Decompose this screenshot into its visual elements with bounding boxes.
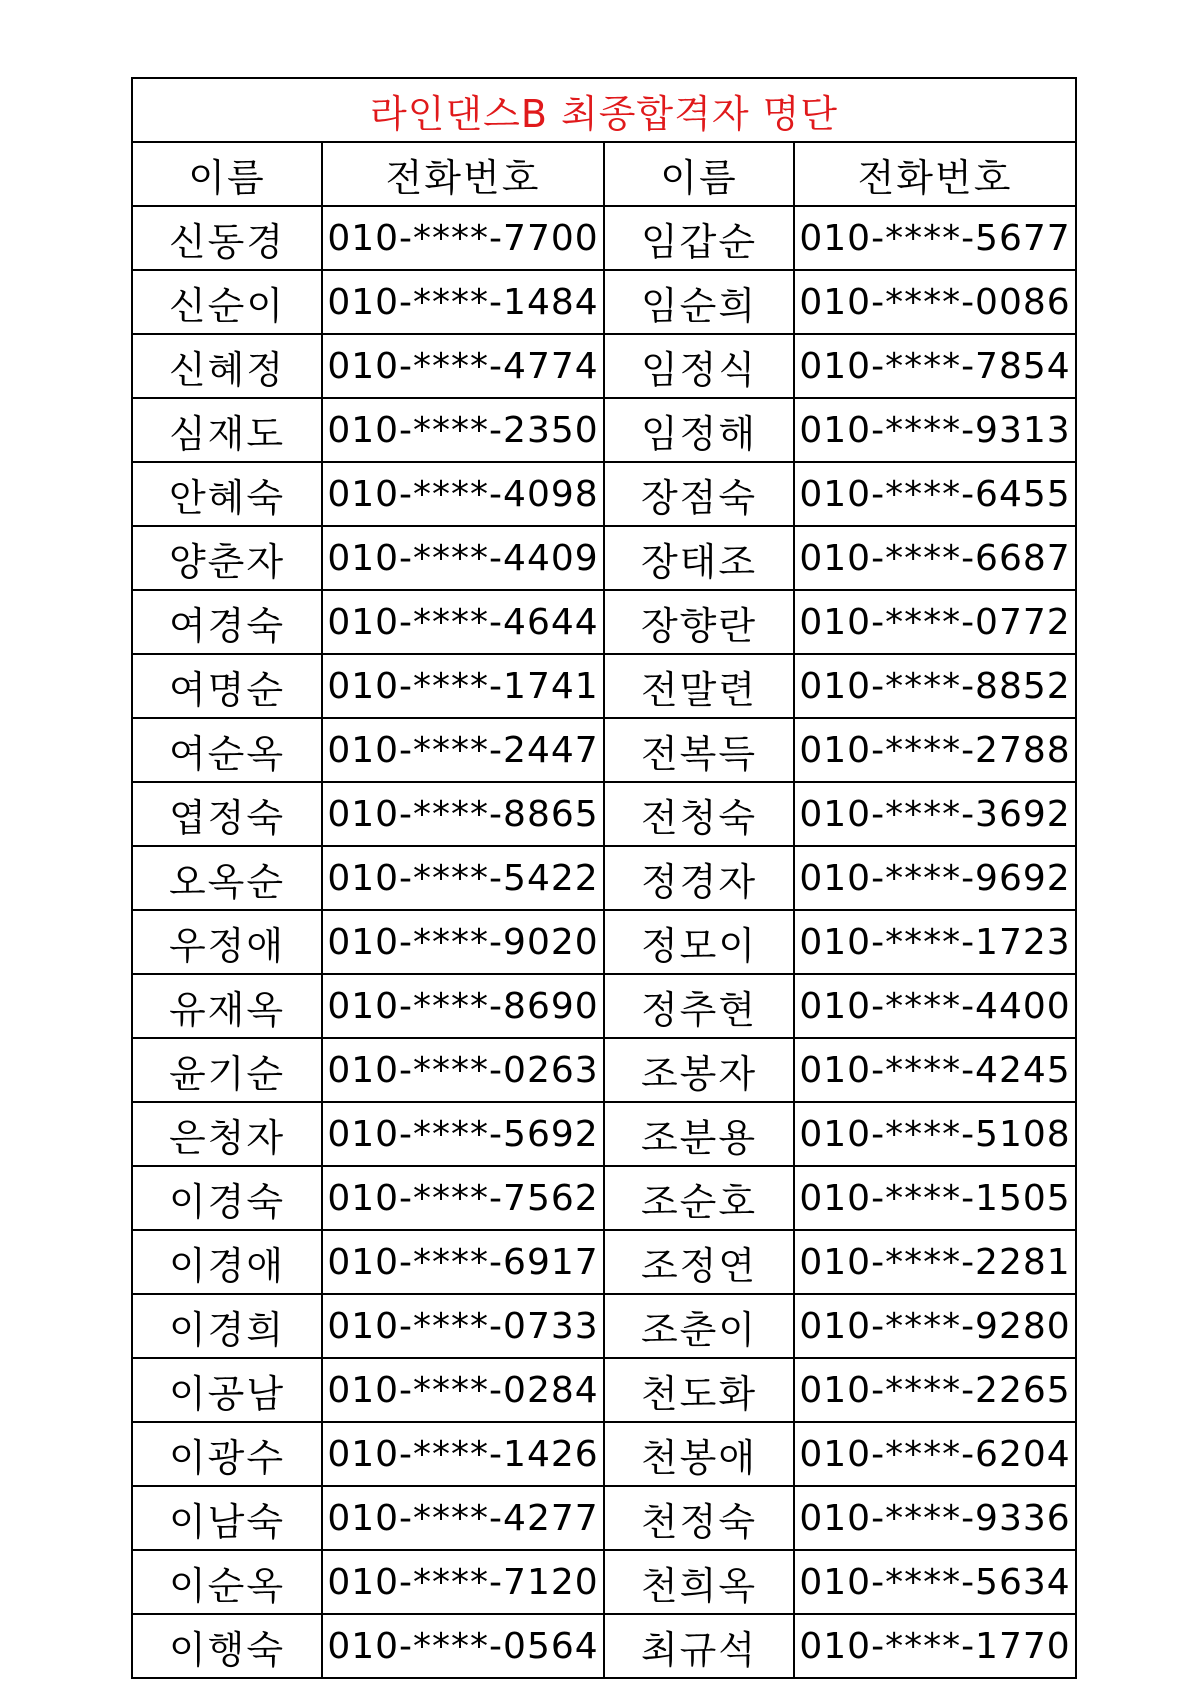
table-row	[132, 1614, 1076, 1678]
name-cell: 임정해	[604, 398, 794, 462]
phone-cell: 010-****-0772	[794, 590, 1076, 654]
name-cell: 신순이	[132, 270, 322, 334]
name-cell: 전청숙	[604, 782, 794, 846]
name-cell: 정모이	[604, 910, 794, 974]
name-cell: 이공남	[132, 1358, 322, 1422]
table-row	[132, 654, 1076, 718]
phone-cell: 010-****-1723	[794, 910, 1076, 974]
table-row	[132, 1550, 1076, 1614]
table-row	[132, 846, 1076, 910]
phone-cell: 010-****-0263	[322, 1038, 604, 1102]
phone-cell: 010-****-7562	[322, 1166, 604, 1230]
phone-cell: 010-****-7854	[794, 334, 1076, 398]
phone-cell: 010-****-0564	[322, 1614, 604, 1678]
phone-cell: 010-****-0284	[322, 1358, 604, 1422]
table-row	[132, 590, 1076, 654]
phone-cell: 010-****-1770	[794, 1614, 1076, 1678]
table-row	[132, 1294, 1076, 1358]
header-name-1: 이름	[132, 142, 322, 206]
phone-cell: 010-****-2265	[794, 1358, 1076, 1422]
header-name-2: 이름	[604, 142, 794, 206]
table-row	[132, 526, 1076, 590]
phone-cell: 010-****-9313	[794, 398, 1076, 462]
name-cell: 신동경	[132, 206, 322, 270]
table-row	[132, 398, 1076, 462]
name-cell: 전복득	[604, 718, 794, 782]
name-cell: 오옥순	[132, 846, 322, 910]
table-row	[132, 270, 1076, 334]
name-cell: 안혜숙	[132, 462, 322, 526]
phone-cell: 010-****-2281	[794, 1230, 1076, 1294]
name-cell: 천희옥	[604, 1550, 794, 1614]
phone-cell: 010-****-5634	[794, 1550, 1076, 1614]
name-cell: 이경숙	[132, 1166, 322, 1230]
phone-cell: 010-****-5692	[322, 1102, 604, 1166]
name-cell: 조분용	[604, 1102, 794, 1166]
phone-cell: 010-****-2447	[322, 718, 604, 782]
name-cell: 장향란	[604, 590, 794, 654]
phone-cell: 010-****-7700	[322, 206, 604, 270]
name-cell: 엽정숙	[132, 782, 322, 846]
name-cell: 이행숙	[132, 1614, 322, 1678]
table-row	[132, 462, 1076, 526]
phone-cell: 010-****-5108	[794, 1102, 1076, 1166]
phone-cell: 010-****-9692	[794, 846, 1076, 910]
phone-cell: 010-****-4400	[794, 974, 1076, 1038]
name-cell: 양춘자	[132, 526, 322, 590]
name-cell: 장점숙	[604, 462, 794, 526]
name-cell: 이광수	[132, 1422, 322, 1486]
name-cell: 우정애	[132, 910, 322, 974]
phone-cell: 010-****-6204	[794, 1422, 1076, 1486]
name-cell: 심재도	[132, 398, 322, 462]
name-cell: 임갑순	[604, 206, 794, 270]
name-cell: 최규석	[604, 1614, 794, 1678]
header-phone-2: 전화번호	[794, 142, 1076, 206]
table-row	[132, 782, 1076, 846]
roster-body	[132, 206, 1076, 1678]
phone-cell: 010-****-6455	[794, 462, 1076, 526]
phone-cell: 010-****-8852	[794, 654, 1076, 718]
phone-cell: 010-****-1505	[794, 1166, 1076, 1230]
phone-cell: 010-****-4774	[322, 334, 604, 398]
phone-cell: 010-****-2788	[794, 718, 1076, 782]
roster-table	[131, 77, 1077, 1679]
table-row	[132, 718, 1076, 782]
table-row	[132, 1166, 1076, 1230]
phone-cell: 010-****-0733	[322, 1294, 604, 1358]
table-row	[132, 1230, 1076, 1294]
phone-cell: 010-****-7120	[322, 1550, 604, 1614]
name-cell: 이경희	[132, 1294, 322, 1358]
name-cell: 신혜정	[132, 334, 322, 398]
phone-cell: 010-****-9020	[322, 910, 604, 974]
phone-cell: 010-****-1484	[322, 270, 604, 334]
table-row	[132, 1102, 1076, 1166]
phone-cell: 010-****-4277	[322, 1486, 604, 1550]
name-cell: 조정연	[604, 1230, 794, 1294]
table-row	[132, 1358, 1076, 1422]
name-cell: 이경애	[132, 1230, 322, 1294]
phone-cell: 010-****-4644	[322, 590, 604, 654]
name-cell: 여순옥	[132, 718, 322, 782]
phone-cell: 010-****-4098	[322, 462, 604, 526]
phone-cell: 010-****-5422	[322, 846, 604, 910]
phone-cell: 010-****-6687	[794, 526, 1076, 590]
phone-cell: 010-****-1741	[322, 654, 604, 718]
phone-cell: 010-****-3692	[794, 782, 1076, 846]
phone-cell: 010-****-9280	[794, 1294, 1076, 1358]
name-cell: 임순희	[604, 270, 794, 334]
name-cell: 조순호	[604, 1166, 794, 1230]
table-row	[132, 1038, 1076, 1102]
name-cell: 천도화	[604, 1358, 794, 1422]
name-cell: 정경자	[604, 846, 794, 910]
phone-cell: 010-****-1426	[322, 1422, 604, 1486]
name-cell: 정추현	[604, 974, 794, 1038]
name-cell: 여명순	[132, 654, 322, 718]
phone-cell: 010-****-6917	[322, 1230, 604, 1294]
name-cell: 천봉애	[604, 1422, 794, 1486]
phone-cell: 010-****-5677	[794, 206, 1076, 270]
table-row	[132, 206, 1076, 270]
table-row	[132, 974, 1076, 1038]
table-row	[132, 1422, 1076, 1486]
phone-cell: 010-****-4245	[794, 1038, 1076, 1102]
roster-sheet	[131, 77, 1075, 1679]
document-title: 라인댄스B 최종합격자 명단	[132, 78, 1076, 142]
name-cell: 윤기순	[132, 1038, 322, 1102]
phone-cell: 010-****-2350	[322, 398, 604, 462]
name-cell: 전말련	[604, 654, 794, 718]
name-cell: 장태조	[604, 526, 794, 590]
name-cell: 은청자	[132, 1102, 322, 1166]
phone-cell: 010-****-4409	[322, 526, 604, 590]
table-row	[132, 334, 1076, 398]
table-row	[132, 1486, 1076, 1550]
table-row	[132, 910, 1076, 974]
header-phone-1: 전화번호	[322, 142, 604, 206]
name-cell: 이순옥	[132, 1550, 322, 1614]
phone-cell: 010-****-8690	[322, 974, 604, 1038]
name-cell: 조춘이	[604, 1294, 794, 1358]
title-row	[132, 78, 1076, 142]
phone-cell: 010-****-9336	[794, 1486, 1076, 1550]
name-cell: 여경숙	[132, 590, 322, 654]
name-cell: 이남숙	[132, 1486, 322, 1550]
phone-cell: 010-****-0086	[794, 270, 1076, 334]
name-cell: 유재옥	[132, 974, 322, 1038]
phone-cell: 010-****-8865	[322, 782, 604, 846]
name-cell: 천정숙	[604, 1486, 794, 1550]
header-row	[132, 142, 1076, 206]
name-cell: 조봉자	[604, 1038, 794, 1102]
name-cell: 임정식	[604, 334, 794, 398]
